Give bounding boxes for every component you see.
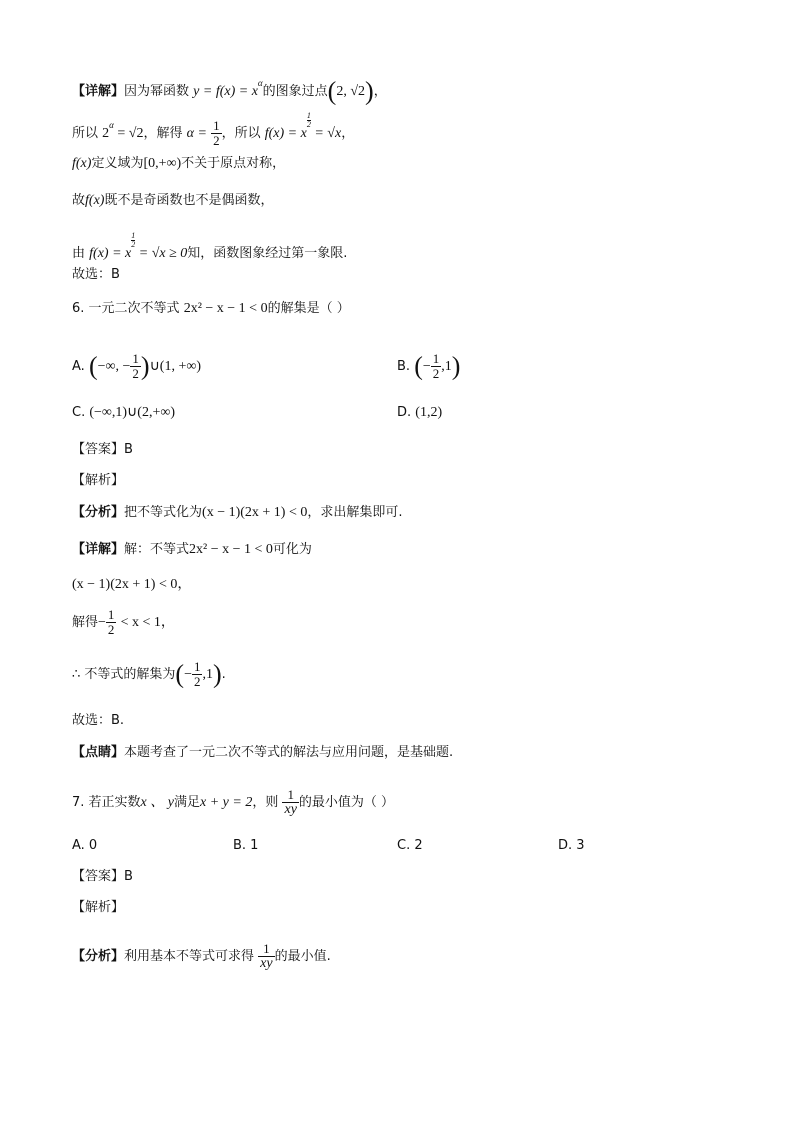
fraction-half: $\frac{1}{2}$ bbox=[107, 607, 115, 637]
fraction-1-over-xy: $\frac{1}{xy}$ bbox=[260, 941, 273, 971]
label: C. bbox=[72, 405, 86, 420]
q6-detail bbox=[72, 541, 312, 559]
paren: ( bbox=[327, 76, 337, 106]
q6-analysis bbox=[72, 504, 403, 522]
text: 利用基本不等式可求得 bbox=[124, 949, 255, 964]
text: 满足 bbox=[173, 795, 200, 810]
math-step: (x − 1)(2x + 1) < 0， bbox=[72, 577, 192, 592]
text: 把不等式化为 bbox=[124, 505, 203, 520]
option-a bbox=[72, 352, 201, 381]
math-vars: x 、 y bbox=[140, 795, 174, 810]
detail-line-3 bbox=[72, 155, 285, 173]
question-6-stem bbox=[72, 300, 350, 318]
paren: ( bbox=[88, 351, 98, 381]
text: 既不是奇函数也不是偶函数， bbox=[104, 193, 274, 208]
math-f: f(x) bbox=[85, 193, 105, 208]
q7-option-a: A. 0 bbox=[72, 838, 98, 853]
math-factored: (x − 1)(2x + 1) < 0 bbox=[202, 505, 308, 520]
text: 的图象过点 bbox=[262, 84, 328, 99]
math-condition: x + y = 2 bbox=[200, 795, 253, 810]
minus: − bbox=[98, 615, 106, 630]
fraction-half: $\frac{1}{2}$ bbox=[132, 351, 139, 381]
q7-analysis bbox=[72, 942, 331, 971]
q7-option-d: D. 3 bbox=[558, 838, 585, 853]
math-inequality: 2x² − x − 1 < 0 bbox=[183, 301, 268, 316]
text: 本题考查了一元二次不等式的解法与应用问题，是基础题. bbox=[124, 745, 454, 760]
minus: − bbox=[184, 667, 192, 682]
detail-line-1 bbox=[72, 74, 387, 105]
text: 的解集是（ ） bbox=[267, 301, 350, 316]
paren: ) bbox=[140, 351, 150, 381]
text: 解得 bbox=[72, 615, 99, 630]
text: 可化为 bbox=[272, 542, 312, 557]
math-step: < x < 1， bbox=[120, 615, 175, 630]
math-d: (1,2) bbox=[415, 405, 443, 420]
math-b2: ,1 bbox=[441, 359, 452, 374]
q7-option-c: C. 2 bbox=[397, 838, 423, 853]
text: 知，函数图象经过第一象限. bbox=[187, 246, 348, 261]
math-a2: ∪(1, +∞) bbox=[149, 359, 202, 374]
detail-line-5 bbox=[72, 232, 347, 263]
q6-comment bbox=[72, 744, 453, 762]
question-7-stem bbox=[72, 788, 394, 817]
paren: ) bbox=[212, 659, 222, 689]
label: D. bbox=[397, 405, 412, 420]
text: 7. 若正实数 bbox=[72, 795, 141, 810]
math-2-alpha: $2^\alpha = √2$ bbox=[102, 120, 144, 141]
option-d bbox=[397, 404, 442, 422]
text: . bbox=[221, 667, 226, 682]
fraction-half: $\frac{1}{2}$ bbox=[193, 659, 201, 689]
label: B. bbox=[397, 359, 411, 374]
paren: ) bbox=[451, 351, 461, 381]
q6-choose: 故选：B. bbox=[72, 713, 125, 728]
q7-analysis-heading: 【解析】 bbox=[72, 900, 125, 915]
detail-line-4 bbox=[72, 192, 273, 210]
q6-step-2 bbox=[72, 608, 175, 637]
paren: ( bbox=[414, 351, 423, 381]
option-b bbox=[397, 352, 460, 381]
text: ， bbox=[373, 84, 387, 99]
text: 不关于原点对称， bbox=[181, 156, 286, 171]
q6-step-1 bbox=[72, 576, 191, 594]
option-c bbox=[72, 404, 175, 422]
analysis-tag: 【分析】 bbox=[72, 949, 125, 964]
q6-step-3 bbox=[72, 660, 226, 689]
fraction-1-over-xy: $\frac{1}{xy}$ bbox=[284, 787, 297, 817]
text: 所以 bbox=[72, 126, 99, 141]
text: 定义域为 bbox=[91, 156, 144, 171]
math-point: 2, √2 bbox=[336, 84, 366, 99]
detail-tag: 【详解】 bbox=[72, 542, 125, 557]
text: 由 bbox=[72, 246, 86, 261]
text: ，所以 bbox=[221, 126, 261, 141]
math-domain: [0,+∞) bbox=[143, 156, 182, 171]
label: A. bbox=[72, 359, 85, 374]
math-a: −∞, − bbox=[97, 359, 131, 374]
fraction-half: $\frac{1}{2}$ bbox=[213, 118, 220, 148]
text: ， bbox=[341, 126, 355, 141]
math-power-function: $y = f(x) = x^\alpha$ bbox=[193, 78, 263, 99]
text: 因为幂函数 bbox=[124, 84, 190, 99]
math-f-sqrt: f(x) = x $\frac{1}{2}$ = √x bbox=[264, 111, 342, 141]
detail-tag: 【详解】 bbox=[72, 84, 125, 99]
detail-line-6: 故选：B bbox=[72, 267, 120, 282]
comment-tag: 【点睛】 bbox=[72, 745, 125, 760]
text: ，求出解集即可. bbox=[307, 505, 403, 520]
text: ，解得 bbox=[143, 126, 183, 141]
paren: ( bbox=[175, 659, 185, 689]
text: 的最小值为（ ） bbox=[298, 795, 395, 810]
text: ，则 bbox=[252, 795, 279, 810]
fraction-half: $\frac{1}{2}$ bbox=[432, 351, 440, 381]
paren: ) bbox=[365, 76, 374, 106]
math-f: f(x) bbox=[72, 156, 92, 171]
math-alpha: α = bbox=[186, 126, 207, 141]
detail-line-2 bbox=[72, 112, 354, 148]
text: 故 bbox=[72, 193, 86, 208]
math-comma: ,1 bbox=[202, 667, 213, 682]
text: ∴ 不等式的解集为 bbox=[72, 667, 176, 682]
math-b: − bbox=[422, 359, 431, 374]
q7-option-b: B. 1 bbox=[233, 838, 259, 853]
q6-answer: 【答案】B bbox=[72, 442, 133, 457]
q6-analysis-heading: 【解析】 bbox=[72, 473, 125, 488]
math-inequality: 2x² − x − 1 < 0 bbox=[189, 542, 273, 557]
analysis-tag: 【分析】 bbox=[72, 505, 125, 520]
text: 解：不等式 bbox=[124, 542, 190, 557]
text: 6. 一元二次不等式 bbox=[72, 301, 180, 316]
math-f-geq: f(x) = x $\frac{1}{2}$ = √x ≥ 0 bbox=[89, 231, 188, 261]
q7-answer: 【答案】B bbox=[72, 869, 133, 884]
math-c: (−∞,1)∪(2,+∞) bbox=[89, 405, 176, 420]
text: 的最小值. bbox=[274, 949, 331, 964]
